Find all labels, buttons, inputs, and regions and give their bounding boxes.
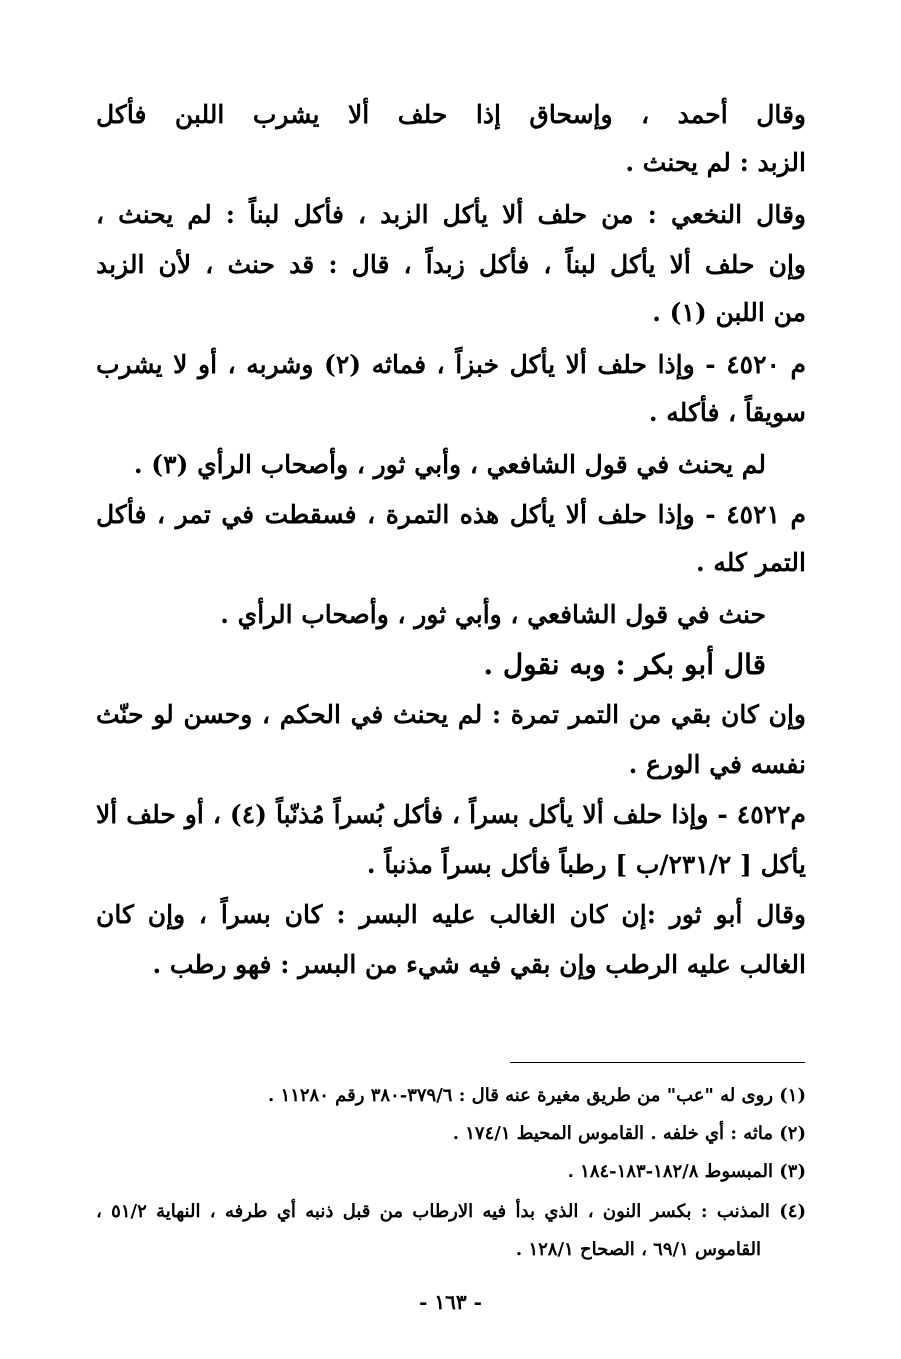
text-line: لم يحنث في قول الشافعي ، وأبي ثور ، وأصحاب الرأي (٣) . bbox=[133, 450, 766, 479]
text-line: سويقاً ، فأكله . bbox=[648, 398, 806, 427]
issue-line: م ٤٥٢١ - وإذا حلف ألا يأكل هذه التمرة ، فسقطت في تمر ، فأكل bbox=[96, 500, 806, 529]
footnote: (١) روى له "عب" من طريق مغيرة عنه قال : ٣٧٩/٦-٣٨٠ رقم ١١٢٨٠ . bbox=[268, 1085, 806, 1106]
page-number: - ١٦٣ - bbox=[419, 1290, 482, 1314]
footnote-separator bbox=[510, 1062, 805, 1063]
text-line: الزبد : لم يحنث . bbox=[625, 148, 806, 177]
text-line: حنث في قول الشافعي ، وأبي ثور ، وأصحاب الرأي . bbox=[220, 600, 766, 629]
issue-line: م٤٥٢٢ - وإذا حلف ألا يأكل بسراً ، فأكل بُسراً مُذنّباً (٤) ، أو حلف ألا bbox=[96, 800, 806, 829]
issue-line: م ٤٥٢٠ - وإذا حلف ألا يأكل خبزاً ، فماثه (٢) وشربه ، أو لا يشرب bbox=[96, 350, 806, 379]
abu-bakr-heading: قال أبو بكر : وبه نقول . bbox=[483, 648, 766, 681]
text-line: وإن حلف ألا يأكل لبناً ، فأكل زبداً ، قال : قد حنث ، لأن الزبد bbox=[96, 250, 806, 279]
text-line: الغالب عليه الرطب وإن بقي فيه شيء من البسر : فهو رطب . bbox=[152, 950, 806, 979]
text-line: وإن كان بقي من التمر تمرة : لم يحنث في الحكم ، وحسن لو حنّث bbox=[96, 700, 806, 729]
text-line: وقال النخعي : من حلف ألا يأكل الزبد ، فأكل لبناً : لم يحنث ، bbox=[96, 200, 806, 229]
text-line: وقال أبو ثور :إن كان الغالب عليه البسر : كان بسراً ، وإن كان bbox=[96, 900, 806, 929]
footnote: (٢) ماثه : أي خلفه . القاموس المحيط ١٧٤/١ . bbox=[452, 1123, 806, 1144]
text-line: وقال أحمد ، وإسحاق إذا حلف ألا يشرب اللبن فأكل bbox=[96, 100, 806, 129]
footnote: (٤) المذنب : بكسر النون ، الذي بدأ فيه الارطاب من قبل ذنبه أي طرفه ، النهاية ٥١/٢ ، bbox=[96, 1201, 806, 1222]
text-line: التمر كله . bbox=[695, 548, 806, 577]
text-line: من اللبن (١) . bbox=[652, 298, 806, 327]
text-line: يأكل [ ٢٣١/٢/ب ] رطباً فأكل بسراً مذنباً . bbox=[366, 850, 806, 879]
footnote: (٣) المبسوط ١٨٢/٨-١٨٣-١٨٤ . bbox=[567, 1161, 806, 1182]
text-line: نفسه في الورع . bbox=[628, 750, 806, 779]
footnote-continuation: القاموس ٦٩/١ ، الصحاح ١٢٨/١ . bbox=[515, 1239, 761, 1260]
